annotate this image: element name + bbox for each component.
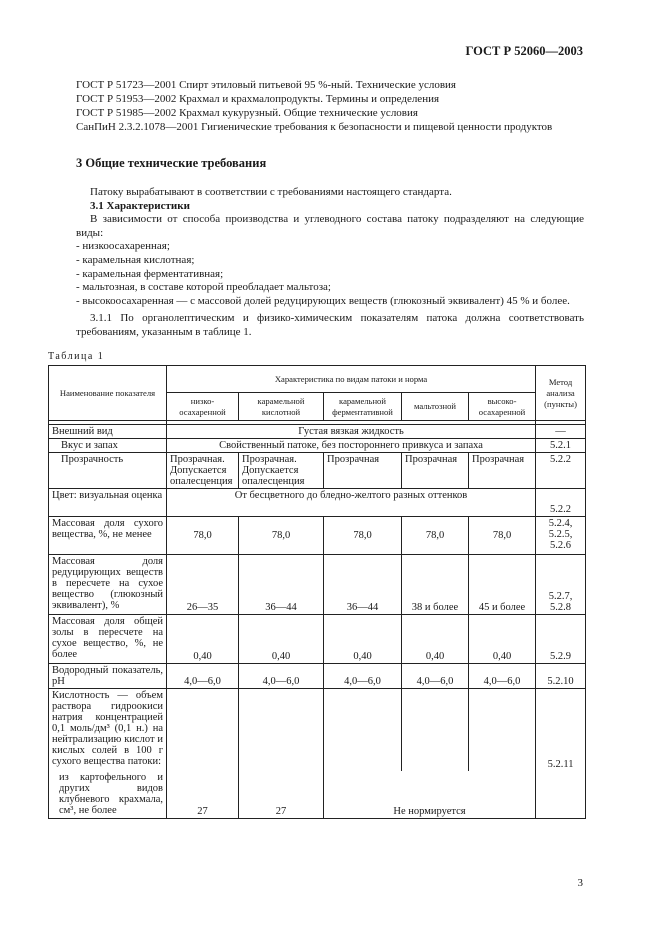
header-col-maltose: мальтозной [402, 393, 469, 421]
row-name: Массовая доля редуцирующих веществ в пересчете на сухое вещество (глюкозный эквивалент), % [49, 555, 167, 615]
header-col-low: низко-осахаренной [167, 393, 239, 421]
table-row [49, 689, 586, 771]
type-list-item: - низкоосахаренная; [76, 240, 170, 253]
clause-paragraph: 3.1.1 По органолептическим и физико-химическим показателям патока должна соответствовать требованиям, указанным в таблице 1. [76, 312, 584, 338]
requirements-table [48, 365, 586, 819]
row-cell: 78,0 [239, 517, 324, 555]
table-row [49, 517, 586, 555]
row-cell: 0,40 [239, 615, 324, 664]
reference-line: ГОСТ Р 51723—2001 Спирт этиловый питьевой 95 %-ный. Технические условия [76, 79, 456, 91]
row-name: Вкус и запах [49, 439, 167, 453]
table-row [49, 439, 586, 453]
row-cell: Прозрачная. Допускается опалесценция [239, 453, 324, 489]
row-name: Внешний вид [49, 425, 167, 439]
row-cell: Прозрачная [402, 453, 469, 489]
reference-line: ГОСТ Р 51953—2002 Крахмал и крахмалопродукты. Термины и определения [76, 93, 440, 105]
section-title: 3 Общие технические требования [76, 156, 267, 170]
standard-header: ГОСТ Р 52060—2003 [465, 44, 583, 58]
table-row [49, 615, 586, 664]
type-list-item: - карамельная ферментативная; [76, 267, 224, 280]
type-list-item: - высокоосахаренная — с массовой долей редуцирующих веществ (глюкозный эквивалент) 45 % и более. [76, 294, 570, 307]
row-cell: 0,40 [324, 615, 402, 664]
row-cell: Прозрачная [469, 453, 536, 489]
row-name: Цвет: визуальная оценка [49, 489, 167, 517]
header-method: Метод анализа (пункты) [536, 366, 586, 421]
row-cell: 45 и более [469, 555, 536, 615]
header-indicator: Наименование показателя [49, 366, 167, 421]
row-method: 5.2.1 [536, 439, 586, 453]
row-cell: 78,0 [324, 517, 402, 555]
row-cell: 4,0—6,0 [239, 664, 324, 689]
row-cell: Не нормируется [324, 771, 536, 819]
page-number: 3 [577, 877, 583, 889]
subsection-heading: 3.1 Характеристики [90, 199, 190, 212]
row-cell: 4,0—6,0 [167, 664, 239, 689]
row-cell: 78,0 [402, 517, 469, 555]
row-method: — [536, 425, 586, 439]
row-name: Массовая доля общей золы в пересчете на сухое вещество, %, не более [49, 615, 167, 664]
row-value: Свойственный патоке, без постороннего привкуса и запаха [167, 439, 536, 453]
row-method: 5.2.11 [536, 689, 586, 771]
type-list-item: - карамельная кислотная; [76, 253, 195, 266]
reference-line: ГОСТ Р 51985—2002 Крахмал кукурузный. Общие технические условия [76, 107, 418, 119]
row-name: Прозрачность [49, 453, 167, 489]
table-row [49, 425, 586, 439]
row-cell: 0,40 [469, 615, 536, 664]
type-list-item: - мальтозная, в составе которой преобладает мальтоза; [76, 281, 331, 294]
row-method: 5.2.4, 5.2.5, 5.2.6 [536, 517, 586, 555]
table-row [49, 771, 586, 819]
row-value: От бесцветного до бледно-желтого разных оттенков [167, 489, 536, 517]
table-row [49, 489, 586, 517]
row-cell: 38 и более [402, 555, 469, 615]
row-value: Густая вязкая жидкость [167, 425, 536, 439]
normative-references [76, 78, 584, 134]
row-cell: 4,0—6,0 [402, 664, 469, 689]
header-group: Характеристика по видам патоки и норма [167, 366, 536, 393]
row-name: Водородный показатель, pH [49, 664, 167, 689]
row-cell: 78,0 [469, 517, 536, 555]
table-caption: Таблица 1 [48, 351, 105, 362]
table-row [49, 555, 586, 615]
table-row [49, 453, 586, 489]
row-cell: 0,40 [402, 615, 469, 664]
row-method: 5.2.2 [536, 489, 586, 517]
row-cell: 4,0—6,0 [469, 664, 536, 689]
row-cell: 36—44 [324, 555, 402, 615]
row-cell: 0,40 [167, 615, 239, 664]
row-cell: 27 [167, 771, 239, 819]
row-name: из картофельного и других видов клубневого крахмала, см³, не более [49, 771, 167, 819]
row-cell: 36—44 [239, 555, 324, 615]
row-cell: 27 [239, 771, 324, 819]
row-method: 5.2.7, 5.2.8 [536, 555, 586, 615]
table-row [49, 664, 586, 689]
row-cell: 78,0 [167, 517, 239, 555]
row-cell: Прозрачная. Допускается опалесценция [167, 453, 239, 489]
reference-line: СанПиН 2.3.2.1078—2001 Гигиенические требования к безопасности и пищевой ценности продуктов [76, 121, 553, 133]
header-col-high: высоко-осахаренной [469, 393, 536, 421]
section-body [76, 186, 584, 340]
row-method: 5.2.2 [536, 453, 586, 489]
header-col-enzyme: карамельной ферментативной [324, 393, 402, 421]
intro-paragraph: Патоку вырабатывают в соответствии с требованиями настоящего стандарта. [90, 186, 452, 198]
row-cell: Прозрачная [324, 453, 402, 489]
row-method: 5.2.9 [536, 615, 586, 664]
row-cell: 26—35 [167, 555, 239, 615]
types-intro-paragraph: В зависимости от способа производства и углеводного состава патоку подразделяют на следующие виды: [76, 213, 584, 239]
row-method: 5.2.10 [536, 664, 586, 689]
row-name: Массовая доля сухого вещества, %, не менее [49, 517, 167, 555]
row-cell: 4,0—6,0 [324, 664, 402, 689]
row-name: Кислотность — объем раствора гидроокиси натрия концентрацией 0,1 моль/дм³ (0,1 н.) на нейтрализацию кислот и кислых солей в 100 г сухого вещества патоки: [49, 689, 167, 771]
header-col-acid: карамельной кислотной [239, 393, 324, 421]
